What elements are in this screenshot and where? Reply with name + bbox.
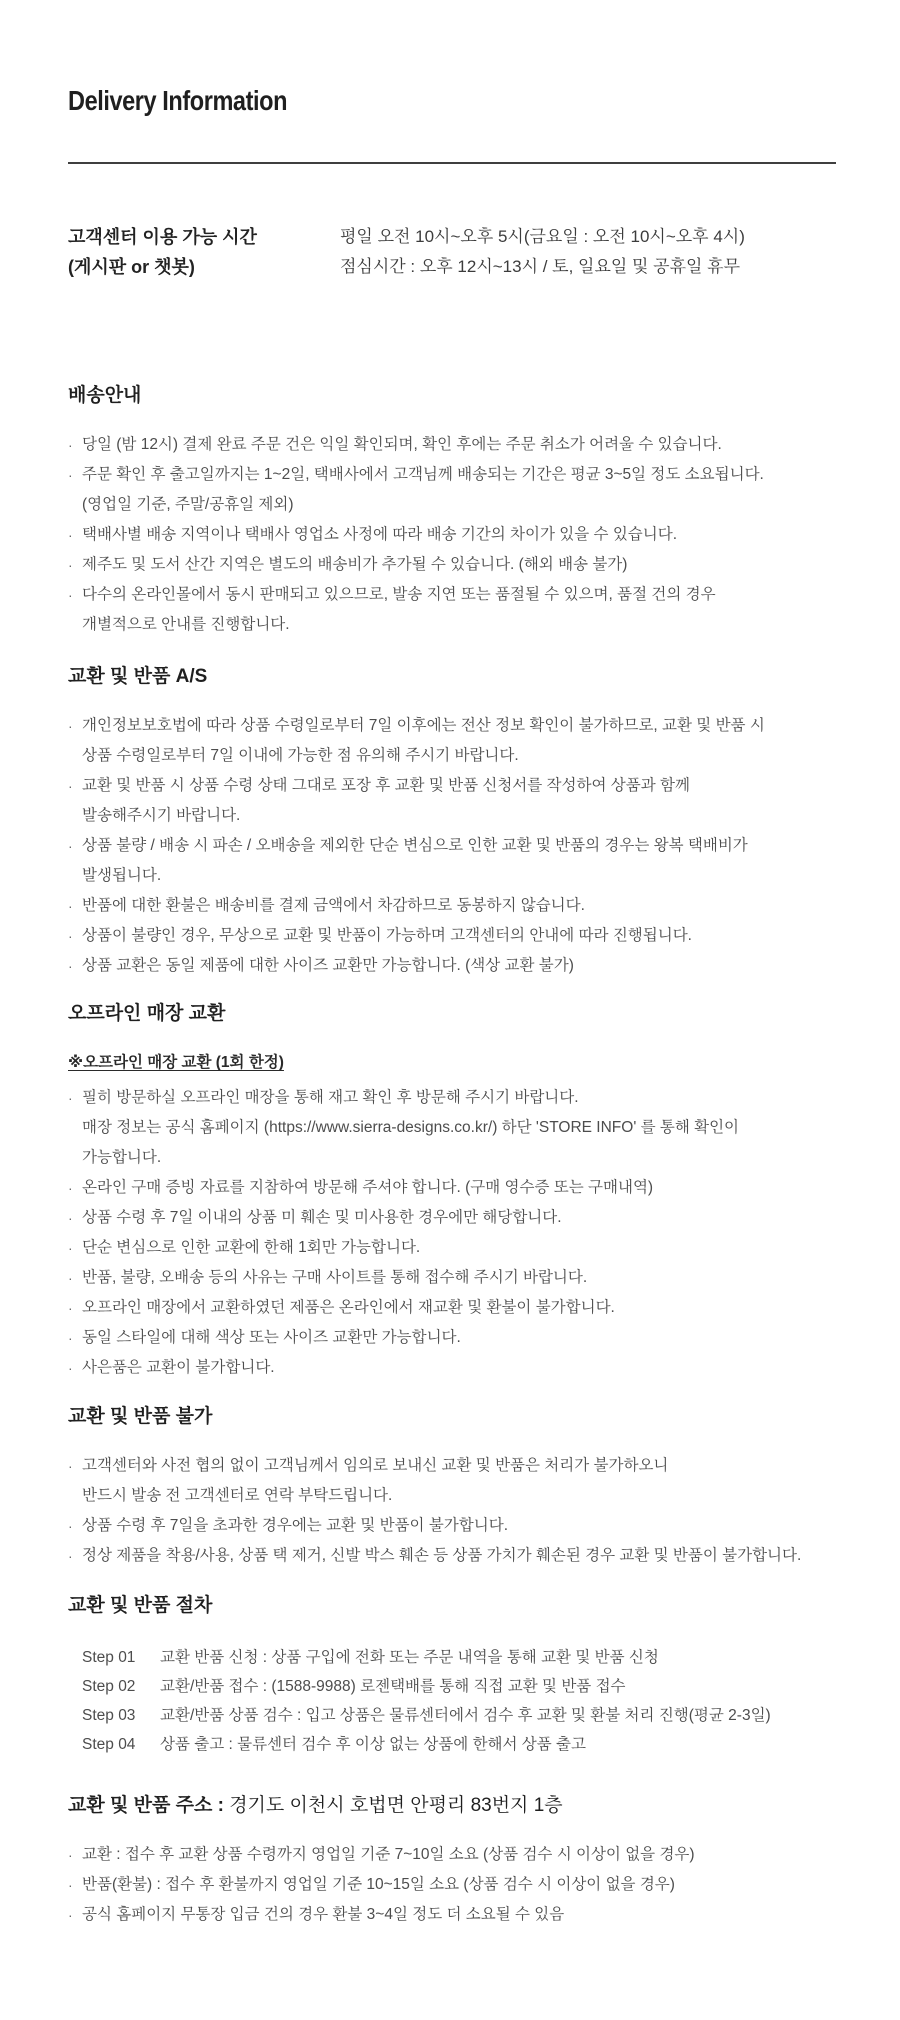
- bullet-text: 가능합니다.: [82, 1149, 162, 1166]
- bullet-text: 고객센터와 사전 협의 없이 고객님께서 임의로 보내신 교환 및 반품은 처리가 불가하오니: [82, 1457, 669, 1474]
- bullet-marker: ·: [68, 1518, 73, 1534]
- step-text: 교환/반품 상품 검수 : 입고 상품은 물류센터에서 검수 후 교환 및 환불 처리 진행(평균 2-3일): [160, 1707, 771, 1724]
- bullet-line: [68, 921, 836, 951]
- bullet-continuation-line: [68, 610, 836, 640]
- bullet-list: [68, 711, 836, 981]
- bullet-text: 교환 : 접수 후 교환 상품 수령까지 영업일 기준 7~10일 소요 (상품 검수 시 이상이 없을 경우): [82, 1846, 695, 1863]
- section-exchange-return-as: [68, 665, 836, 981]
- bullet-line: [68, 1541, 836, 1571]
- bullet-marker: ·: [68, 1240, 73, 1256]
- customer-center-hours: [68, 222, 836, 282]
- bullet-line: [68, 460, 836, 490]
- step-label: Step 02: [82, 1678, 136, 1695]
- customer-center-label-line1: 고객센터 이용 가능 시간: [68, 227, 257, 247]
- bullet-line: [68, 1173, 836, 1203]
- section-exchange-return-process: [68, 1594, 836, 1759]
- bullet-line: [68, 1451, 836, 1481]
- bullet-line: [68, 1233, 836, 1263]
- bullet-marker: ·: [68, 1548, 73, 1564]
- bullet-text: 반품(환불) : 접수 후 환불까지 영업일 기준 10~15일 소요 (상품 검수 시 이상이 없을 경우): [82, 1876, 675, 1893]
- bullet-marker: ·: [68, 838, 73, 854]
- bullet-text: 택배사별 배송 지역이나 택배사 영업소 사정에 따라 배송 기간의 차이가 있을 수 있습니다.: [82, 526, 678, 543]
- sections-container: [68, 384, 836, 1930]
- step-row: [82, 1730, 836, 1759]
- bullet-text: 개별적으로 안내를 진행합니다.: [82, 616, 290, 633]
- bullet-marker: [68, 1481, 82, 1511]
- bullet-marker: [68, 741, 82, 771]
- bullet-marker: ·: [68, 527, 73, 543]
- bullet-line: [68, 430, 836, 460]
- bullet-text: 상품이 불량인 경우, 무상으로 교환 및 반품이 가능하며 고객센터의 안내에 따라 진행됩니다.: [82, 927, 692, 944]
- bullet-line: [68, 711, 836, 741]
- bullet-marker: ·: [68, 1877, 73, 1893]
- section-heading: 오프라인 매장 교환: [68, 1003, 226, 1024]
- step-label: Step 04: [82, 1736, 136, 1753]
- bullet-marker: ·: [68, 1330, 73, 1346]
- bullet-marker: ·: [68, 557, 73, 573]
- step-text: 교환 반품 신청 : 상품 구입에 전화 또는 주문 내역을 통해 교환 및 반품 신청: [160, 1649, 659, 1666]
- bullet-marker: ·: [68, 467, 73, 483]
- bullet-marker: ·: [68, 958, 73, 974]
- bullet-continuation-line: [68, 861, 836, 891]
- bullet-marker: ·: [68, 437, 73, 453]
- section-offline-store-exchange: [68, 1002, 836, 1383]
- section-subheading: ※오프라인 매장 교환 (1회 한정): [68, 1054, 284, 1071]
- bullet-marker: ·: [68, 1907, 73, 1923]
- bullet-text: 발생됩니다.: [82, 867, 162, 884]
- bullet-text: 상품 교환은 동일 제품에 대한 사이즈 교환만 가능합니다. (색상 교환 불가): [82, 957, 574, 974]
- bullet-marker: [68, 1113, 82, 1143]
- bullet-text: 반품, 불량, 오배송 등의 사유는 구매 사이트를 통해 접수해 주시기 바랍니다.: [82, 1269, 588, 1286]
- bullet-list: [68, 430, 836, 640]
- bullet-line: [68, 580, 836, 610]
- bullet-text: 제주도 및 도서 산간 지역은 별도의 배송비가 추가될 수 있습니다. (해외 배송 불가): [82, 556, 628, 573]
- customer-center-hours-line1: 평일 오전 10시~오후 5시(금요일 : 오전 10시~오후 4시): [340, 227, 745, 246]
- bullet-marker: [68, 490, 82, 520]
- bullet-marker: ·: [68, 1360, 73, 1376]
- customer-center-info: [340, 222, 745, 282]
- bullet-marker: ·: [68, 1090, 73, 1106]
- bullet-marker: [68, 801, 82, 831]
- bullet-line: [68, 951, 836, 981]
- bullet-list: [68, 1840, 836, 1930]
- step-text: 교환/반품 접수 : (1588-9988) 로젠택배를 통해 직접 교환 및 반품 접수: [160, 1678, 626, 1695]
- bullet-text: 반품에 대한 환불은 배송비를 결제 금액에서 차감하므로 동봉하지 않습니다.: [82, 897, 585, 914]
- bullet-line: [68, 771, 836, 801]
- title-divider: [68, 162, 836, 164]
- bullet-marker: [68, 861, 82, 891]
- customer-center-hours-line2: 점심시간 : 오후 12시~13시 / 토, 일요일 및 공휴일 휴무: [340, 257, 741, 276]
- bullet-line: [68, 1323, 836, 1353]
- section-exchange-return-address: [68, 1794, 836, 1930]
- bullet-line: [68, 1293, 836, 1323]
- bullet-line: [68, 1353, 836, 1383]
- section-heading-label: 교환 및 반품 주소 :: [68, 1795, 230, 1816]
- section-heading: 교환 및 반품 A/S: [68, 666, 208, 687]
- bullet-text: 공식 홈페이지 무통장 입금 건의 경우 환불 3~4일 정도 더 소요될 수 있음: [82, 1906, 565, 1923]
- bullet-text: 개인정보보호법에 따라 상품 수령일로부터 7일 이후에는 전산 정보 확인이 불가하므로, 교환 및 반품 시: [82, 717, 765, 734]
- section-heading: [68, 1794, 836, 1818]
- bullet-text: 다수의 온라인몰에서 동시 판매되고 있으므로, 발송 지연 또는 품절될 수 있으며, 품절 건의 경우: [82, 586, 716, 603]
- bullet-line: [68, 891, 836, 921]
- bullet-text: 동일 스타일에 대해 색상 또는 사이즈 교환만 가능합니다.: [82, 1329, 461, 1346]
- bullet-text: 반드시 발송 전 고객센터로 연락 부탁드립니다.: [82, 1487, 393, 1504]
- bullet-text: 교환 및 반품 시 상품 수령 상태 그대로 포장 후 교환 및 반품 신청서를 작성하여 상품과 함께: [82, 777, 690, 794]
- bullet-text: 매장 정보는 공식 홈페이지 (https://www.sierra-designs.co.kr/) 하단 'STORE INFO' 를 통해 확인이: [82, 1119, 740, 1136]
- bullet-continuation-line: [68, 490, 836, 520]
- step-label: Step 01: [82, 1649, 136, 1666]
- bullet-marker: ·: [68, 1300, 73, 1316]
- bullet-line: [68, 1511, 836, 1541]
- customer-center-label: [68, 222, 340, 282]
- bullet-marker: ·: [68, 778, 73, 794]
- bullet-text: 사은품은 교환이 불가합니다.: [82, 1359, 275, 1376]
- section-exchange-return-unavailable: [68, 1405, 836, 1571]
- bullet-line: [68, 831, 836, 861]
- bullet-marker: [68, 1143, 82, 1173]
- bullet-marker: ·: [68, 1210, 73, 1226]
- step-text: 상품 출고 : 물류센터 검수 후 이상 없는 상품에 한해서 상품 출고: [160, 1736, 587, 1753]
- bullet-text: 오프라인 매장에서 교환하였던 제품은 온라인에서 재교환 및 환불이 불가합니다.: [82, 1299, 615, 1316]
- steps-list: [68, 1643, 836, 1759]
- bullet-marker: ·: [68, 1270, 73, 1286]
- page-title: [68, 84, 836, 118]
- bullet-line: [68, 1840, 836, 1870]
- bullet-text: 필히 방문하실 오프라인 매장을 통해 재고 확인 후 방문해 주시기 바랍니다.: [82, 1089, 579, 1106]
- bullet-list: [68, 1451, 836, 1571]
- bullet-text: 상품 수령 후 7일 이내의 상품 미 훼손 및 미사용한 경우에만 해당합니다.: [82, 1209, 562, 1226]
- bullet-line: [68, 1263, 836, 1293]
- bullet-marker: ·: [68, 898, 73, 914]
- step-label: Step 03: [82, 1707, 136, 1724]
- bullet-text: 상품 수령일로부터 7일 이내에 가능한 점 유의해 주시기 바랍니다.: [82, 747, 519, 764]
- bullet-continuation-line: [68, 741, 836, 771]
- step-row: [82, 1643, 836, 1672]
- bullet-line: [68, 1203, 836, 1233]
- bullet-text: 온라인 구매 증빙 자료를 지참하여 방문해 주셔야 합니다. (구매 영수증 또는 구매내역): [82, 1179, 654, 1196]
- bullet-text: 단순 변심으로 인한 교환에 한해 1회만 가능합니다.: [82, 1239, 421, 1256]
- bullet-marker: ·: [68, 1847, 73, 1863]
- bullet-text: 정상 제품을 착용/사용, 상품 택 제거, 신발 박스 훼손 등 상품 가치가 훼손된 경우 교환 및 반품이 불가합니다.: [82, 1547, 802, 1564]
- step-row: [82, 1672, 836, 1701]
- section-heading: 교환 및 반품 불가: [68, 1406, 213, 1427]
- bullet-text: 상품 불량 / 배송 시 파손 / 오배송을 제외한 단순 변심으로 인한 교환 및 반품의 경우는 왕복 택배비가: [82, 837, 748, 854]
- bullet-text: 주문 확인 후 출고일까지는 1~2일, 택배사에서 고객님께 배송되는 기간은 평균 3~5일 정도 소요됩니다.: [82, 466, 764, 483]
- bullet-marker: ·: [68, 1458, 73, 1474]
- bullet-line: [68, 1900, 836, 1930]
- section-shipping-guide: [68, 384, 836, 640]
- bullet-text: 상품 수령 후 7일을 초과한 경우에는 교환 및 반품이 불가합니다.: [82, 1517, 509, 1534]
- section-heading: 교환 및 반품 절차: [68, 1595, 213, 1616]
- section-heading-value: 경기도 이천시 호법면 안평리 83번지 1층: [229, 1795, 563, 1816]
- bullet-continuation-line: [68, 1481, 836, 1511]
- bullet-marker: ·: [68, 1180, 73, 1196]
- customer-center-label-line2: (게시판 or 챗봇): [68, 257, 195, 277]
- bullet-continuation-line: [68, 1143, 836, 1173]
- bullet-text: 발송해주시기 바랍니다.: [82, 807, 241, 824]
- bullet-continuation-line: [68, 801, 836, 831]
- bullet-line: [68, 520, 836, 550]
- bullet-marker: ·: [68, 928, 73, 944]
- bullet-marker: ·: [68, 587, 73, 603]
- bullet-line: [68, 1083, 836, 1113]
- bullet-line: [68, 550, 836, 580]
- section-heading: 배송안내: [68, 385, 142, 406]
- step-row: [82, 1701, 836, 1730]
- bullet-list: [68, 1083, 836, 1383]
- bullet-line: [68, 1870, 836, 1900]
- bullet-text: 당일 (밤 12시) 결제 완료 주문 건은 익일 확인되며, 확인 후에는 주문 취소가 어려울 수 있습니다.: [82, 436, 722, 453]
- page-title-text: Delivery Information: [68, 85, 288, 116]
- bullet-text: (영업일 기준, 주말/공휴일 제외): [82, 496, 294, 513]
- bullet-marker: ·: [68, 718, 73, 734]
- bullet-marker: [68, 610, 82, 640]
- bullet-continuation-line: [68, 1113, 836, 1143]
